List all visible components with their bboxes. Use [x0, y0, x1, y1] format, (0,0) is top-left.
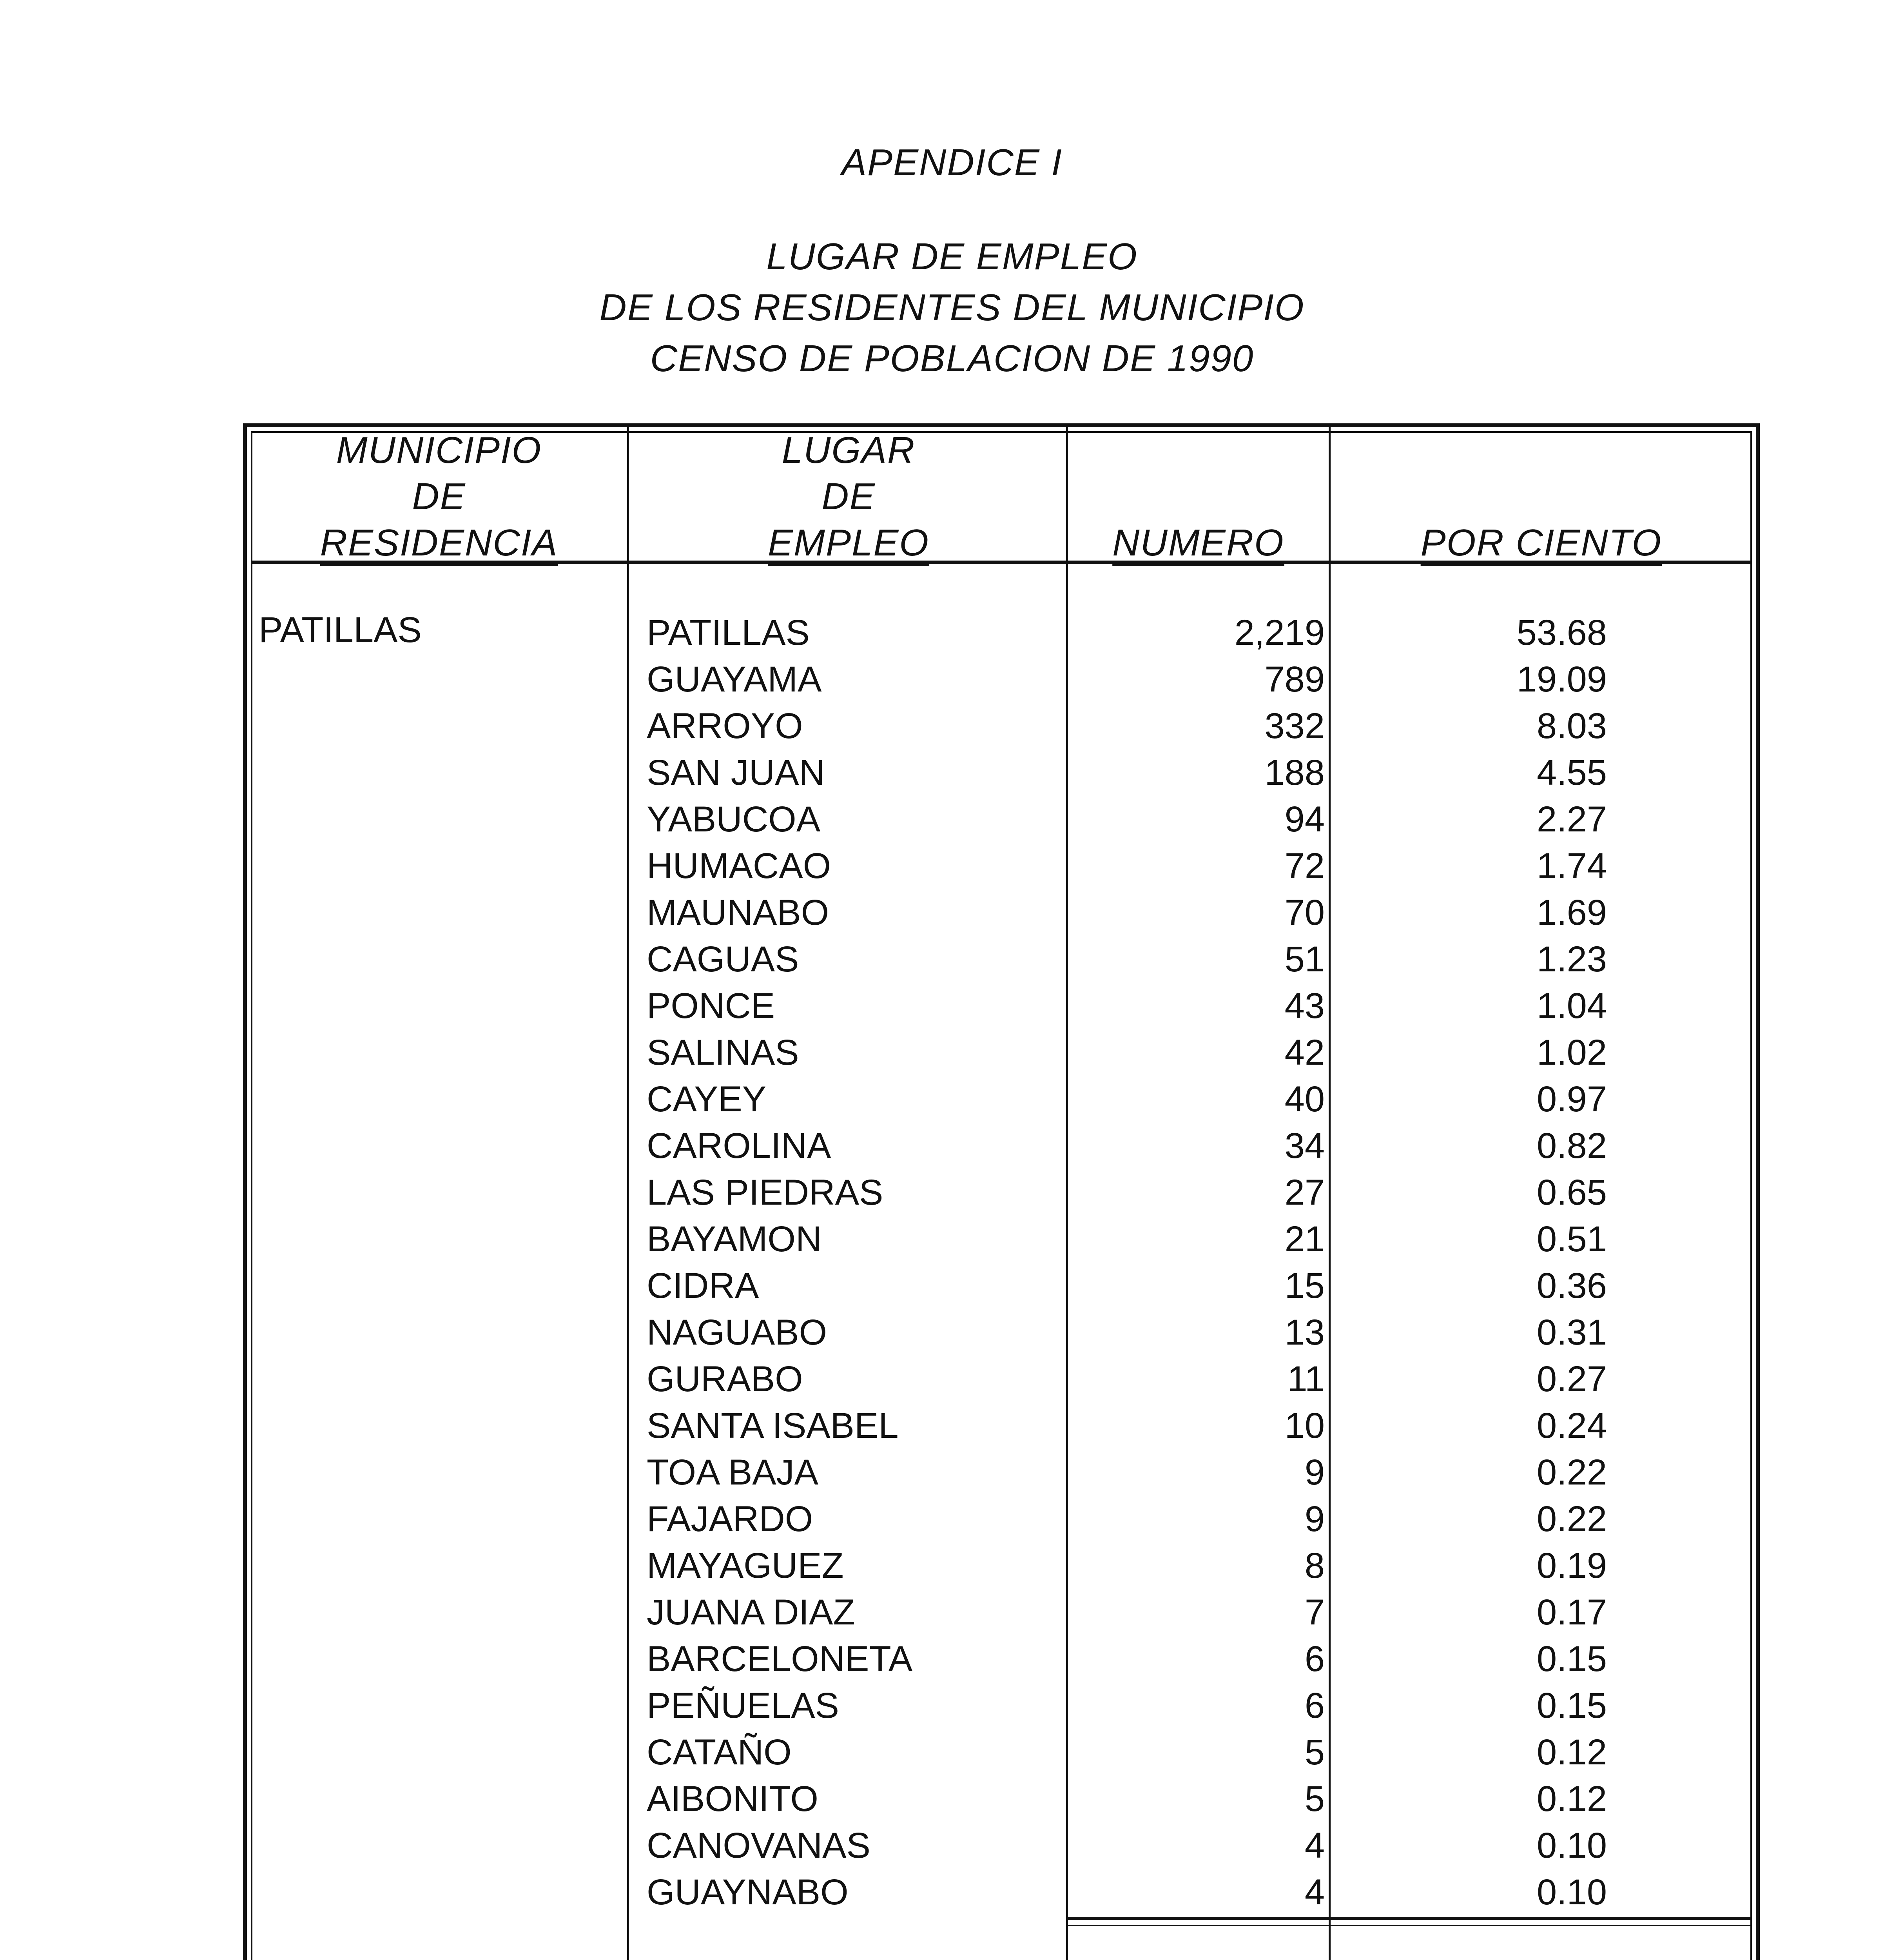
- table-row-percent: 0.10: [1536, 1872, 1607, 1912]
- table-row-percent: 1.02: [1536, 1033, 1607, 1073]
- residence-municipality: PATILLAS: [259, 610, 422, 650]
- table-row-number: 2,219: [1234, 613, 1325, 653]
- table-row-number: 5: [1304, 1779, 1325, 1819]
- table-row-number: 6: [1304, 1686, 1325, 1726]
- appendix-title-text: APENDICE I: [841, 142, 1063, 183]
- table-row-number: 5: [1304, 1732, 1325, 1772]
- table-row-number: 70: [1284, 893, 1325, 933]
- table-row-place: CAGUAS: [647, 939, 799, 979]
- table-row-percent: 0.17: [1536, 1592, 1607, 1632]
- table-row-number: 27: [1284, 1172, 1325, 1212]
- table-row-place: SAN JUAN: [647, 753, 825, 793]
- table-row-place: YABUCOA: [647, 799, 821, 839]
- table-row-percent: 0.24: [1536, 1406, 1607, 1446]
- table-row-number: 43: [1284, 986, 1325, 1026]
- table-row-percent: 2.27: [1536, 799, 1607, 839]
- table-row-percent: 0.36: [1536, 1266, 1607, 1306]
- table-row-place: PONCE: [647, 986, 775, 1026]
- table-row-percent: 0.22: [1536, 1499, 1607, 1539]
- table-row-place: GUAYAMA: [647, 659, 822, 699]
- title-line-3: CENSO DE POBLACION DE 1990: [650, 338, 1254, 379]
- table-row-place: SALINAS: [647, 1033, 799, 1073]
- table-row-place: BAYAMON: [647, 1219, 822, 1259]
- header-residence-line-2: DE: [412, 475, 466, 517]
- table-row-percent: 0.15: [1536, 1639, 1607, 1679]
- table-row-place: LAS PIEDRAS: [647, 1172, 883, 1212]
- table-row-percent: 0.10: [1536, 1826, 1607, 1866]
- table-row-number: 6: [1304, 1639, 1325, 1679]
- table-row-number: 9: [1304, 1499, 1325, 1539]
- table-row-percent: 1.23: [1536, 939, 1607, 979]
- column-divider-number: [1329, 427, 1331, 1960]
- table-row-percent: 0.97: [1536, 1079, 1607, 1119]
- table-row-place: BARCELONETA: [647, 1639, 913, 1679]
- table-row-percent: 1.74: [1536, 846, 1607, 886]
- table-row-place: GUAYNABO: [647, 1872, 849, 1912]
- header-workplace-line-1: LUGAR: [782, 429, 916, 471]
- table-row-number: 15: [1284, 1266, 1325, 1306]
- table-row-number: 42: [1284, 1033, 1325, 1073]
- document-title: [0, 231, 1904, 384]
- table-row-place: PEÑUELAS: [647, 1686, 839, 1726]
- table-row-place: CAROLINA: [647, 1126, 831, 1166]
- table-row-number: 51: [1284, 939, 1325, 979]
- table-row-place: GURABO: [647, 1359, 803, 1399]
- table-row-percent: 53.68: [1516, 613, 1607, 653]
- header-workplace-line-2: DE: [821, 475, 876, 517]
- header-number: [1068, 520, 1329, 566]
- table-row-number: 332: [1264, 706, 1325, 746]
- table-row-number: 4: [1304, 1826, 1325, 1866]
- table-row-percent: 0.19: [1536, 1546, 1607, 1586]
- table-row-number: 7: [1304, 1592, 1325, 1632]
- table-row-place: SANTA ISABEL: [647, 1406, 899, 1446]
- appendix-title: [0, 137, 1904, 188]
- title-line-1: LUGAR DE EMPLEO: [766, 236, 1138, 278]
- table-row-percent: 8.03: [1536, 706, 1607, 746]
- table-row-place: AIBONITO: [647, 1779, 818, 1819]
- table-row-number: 21: [1284, 1219, 1325, 1259]
- header-percent-text: POR CIENTO: [1420, 522, 1662, 564]
- table-row-number: 34: [1284, 1126, 1325, 1166]
- column-divider-residence: [627, 427, 629, 1960]
- table-row-place: MAYAGUEZ: [647, 1546, 844, 1586]
- table-row-percent: 0.15: [1536, 1686, 1607, 1726]
- total-rule-thin: [1068, 1925, 1752, 1926]
- table-row-percent: 0.12: [1536, 1732, 1607, 1772]
- table-row-number: 8: [1304, 1546, 1325, 1586]
- table-row-place: JUANA DIAZ: [647, 1592, 855, 1632]
- table-row-place: ARROYO: [647, 706, 803, 746]
- header-workplace-line-3: EMPLEO: [767, 522, 930, 564]
- table-row-percent: 0.82: [1536, 1126, 1607, 1166]
- title-line-2: DE LOS RESIDENTES DEL MUNICIPIO: [599, 287, 1305, 328]
- header-percent: [1331, 520, 1752, 566]
- header-workplace: [631, 427, 1066, 566]
- table-row-number: 10: [1284, 1406, 1325, 1446]
- table-row-number: 9: [1304, 1452, 1325, 1492]
- table-row-number: 72: [1284, 846, 1325, 886]
- header-number-text: NUMERO: [1112, 522, 1284, 564]
- table-row-percent: 0.27: [1536, 1359, 1607, 1399]
- header-residence: [251, 427, 627, 566]
- table-row-number: 94: [1284, 799, 1325, 839]
- table-row-number: 188: [1264, 753, 1325, 793]
- table-row-place: CATAÑO: [647, 1732, 792, 1772]
- table-row-percent: 4.55: [1536, 753, 1607, 793]
- table-row-percent: 0.65: [1536, 1172, 1607, 1212]
- table-row-percent: 0.22: [1536, 1452, 1607, 1492]
- table-row-number: 4: [1304, 1872, 1325, 1912]
- table-row-percent: 0.12: [1536, 1779, 1607, 1819]
- table-row-number: 789: [1264, 659, 1325, 699]
- table-row-place: TOA BAJA: [647, 1452, 819, 1492]
- table-row-percent: 1.04: [1536, 986, 1607, 1026]
- table-row-number: 40: [1284, 1079, 1325, 1119]
- column-divider-workplace: [1066, 427, 1068, 1960]
- header-residence-line-1: MUNICIPIO: [336, 429, 542, 471]
- table-row-number: 13: [1284, 1312, 1325, 1352]
- total-rule: [1068, 1917, 1752, 1920]
- table-row-place: CANOVANAS: [647, 1826, 870, 1866]
- header-residence-line-3: RESIDENCIA: [320, 522, 558, 564]
- table-row-percent: 0.31: [1536, 1312, 1607, 1352]
- table-row-number: 11: [1287, 1359, 1325, 1399]
- table-row-place: FAJARDO: [647, 1499, 813, 1539]
- table-row-place: CAYEY: [647, 1079, 767, 1119]
- table-row-place: CIDRA: [647, 1266, 759, 1306]
- table-row-place: NAGUABO: [647, 1312, 827, 1352]
- table-row-place: HUMACAO: [647, 846, 831, 886]
- table-row-place: MAUNABO: [647, 893, 829, 933]
- table-row-percent: 0.51: [1536, 1219, 1607, 1259]
- table-row-percent: 19.09: [1516, 659, 1607, 699]
- table-row-place: PATILLAS: [647, 613, 810, 653]
- table-row-percent: 1.69: [1536, 893, 1607, 933]
